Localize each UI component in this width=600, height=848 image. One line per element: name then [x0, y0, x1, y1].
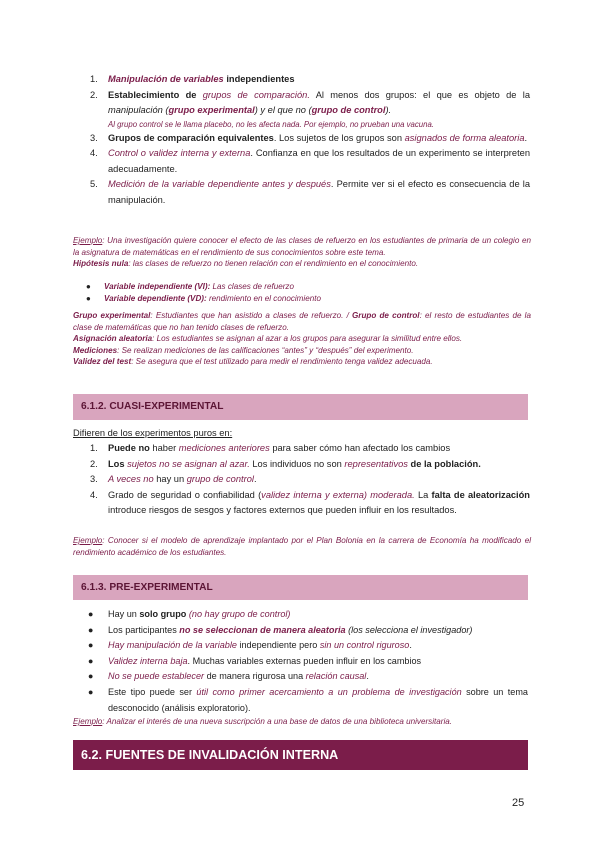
example-block: Ejemplo: Analizar el interés de una nueva suscripción a una base de datos de una biblioteca universitaria.: [73, 717, 453, 726]
list-item: ● Variable independiente (VI): Las clases de refuerzo: [86, 282, 294, 291]
list-item: 3. A veces no hay un grupo de control.: [90, 474, 257, 484]
list-item: ● Este tipo puede ser útil como primer acercamiento a un problema de investigación sobre un tema desconocido (análisis exploratorio).: [88, 686, 528, 713]
list-item: ● Hay manipulación de la variable independiente pero sin un control riguroso.: [88, 640, 412, 651]
differ-intro: Difieren de los experimentos puros en:: [73, 428, 233, 438]
example-details: Grupo experimental: Estudiantes que han asistido a clases de refuerzo. / Grupo de control: el resto de estudiantes de la clase de matemáticas que no han tenido clases de refuerzo. Asignación aleatoria: Los estudiantes se asignan al azar a los grupos para asegurar la similitud entre ellos. Mediciones: Se realizan mediciones de las calificaciones “antes” y “después” del experimento. Validez del test: Se asegura que el test utilizado para medir el rendimiento tenga validez adecuada.: [73, 311, 531, 367]
quasi-experimental-list: [84, 441, 530, 519]
pre-experimental-list: [86, 607, 528, 716]
example-block: Ejemplo: Una investigación quiere conocer el efecto de las clases de refuerzo en los estudiantes de primaria de un colegio en la asignatura de matemáticas en el rendimiento de sus conocimientos sobre este tema. Hipótesis nula: las clases de refuerzo no tienen relación con el rendimiento en el conocimiento.: [73, 236, 531, 269]
list-item: ● Los participantes no se seleccionan de manera aleatoria (los selecciona el investigador): [88, 624, 473, 635]
list-note: Al grupo control se le llama placebo, no les afecta nada. Por ejemplo, no prueban una vacuna.: [108, 119, 434, 129]
variables-list: [86, 281, 528, 305]
chapter-heading: 6.2. FUENTES DE INVALIDACIÓN INTERNA: [73, 740, 528, 770]
section-heading: 6.1.3. PRE-EXPERIMENTAL: [73, 575, 528, 600]
list-item: ● No se puede establecer de manera rigurosa una relación causal.: [88, 671, 369, 682]
section-heading: 6.1.2. CUASI-EXPERIMENTAL: [73, 394, 528, 420]
list-item: 3. Grupos de comparación equivalentes. Los sujetos de los grupos son asignados de forma aleatoria.: [90, 132, 528, 143]
list-item: ● Validez interna baja. Muchas variables externas pueden influir en los cambios: [88, 655, 422, 666]
list-item: ● Variable dependiente (VD): rendimiento en el conocimiento: [86, 294, 321, 303]
list-item: 5. Medición de la variable dependiente antes y después. Permite ver si el efecto es consecuencia de la manipulación.: [90, 179, 530, 205]
page-number: 25: [512, 797, 525, 809]
list-item: ● Hay un solo grupo (no hay grupo de control): [88, 609, 291, 619]
list-item: 2. Los sujetos no se asignan al azar. Los individuos no son representativos de la población.: [90, 458, 481, 469]
list-item: 1. Puede no haber mediciones anteriores para saber cómo han afectado los cambios: [90, 443, 451, 453]
list-item: 1. Manipulación de variables independientes: [90, 74, 295, 84]
list-item: 2. Establecimiento de grupos de comparación. Al menos dos grupos: el que es objeto de la manipulación (grupo experimental) y el que no (grupo de control). Al grupo control se le llama placebo, no les afecta nada. Por ejemplo, no prueban una vacuna.: [90, 89, 530, 129]
list-item: 4. Control o validez interna y externa. Confianza en que los resultados de un experimento se interpreten adecuadamente.: [90, 148, 530, 174]
experiment-characteristics-list: [84, 72, 530, 208]
list-item: 4. Grado de seguridad o confiabilidad (validez interna y externa) moderada. La falta de aleatorización introduce riesgos de sesgos y factores externos que pueden influir en los resultados.: [90, 489, 530, 515]
example-block: Ejemplo: Conocer si el modelo de aprendizaje implantado por el Plan Bolonia en la carrera de Economía ha modificado el rendimiento académico de los estudiantes.: [73, 536, 531, 557]
